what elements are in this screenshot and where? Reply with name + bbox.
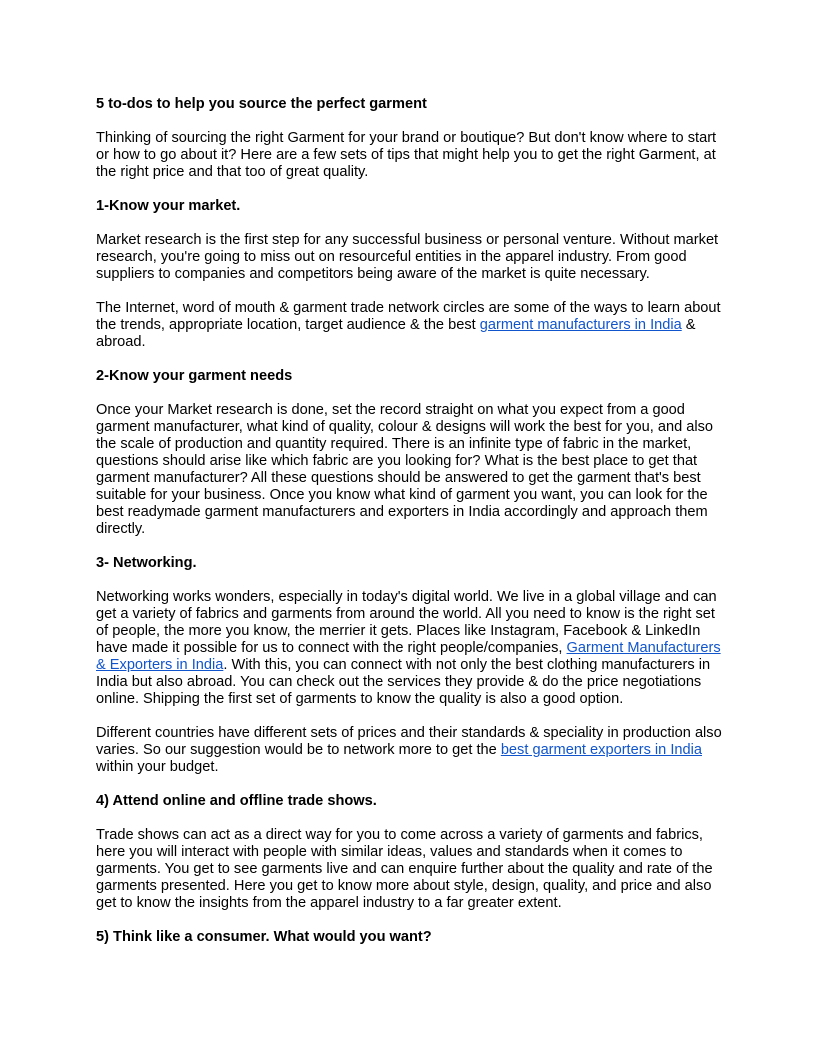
document-title: 5 to-dos to help you source the perfect garment [96,96,427,112]
section-3-paragraph-2 [96,725,726,776]
section-4-heading: 4) Attend online and offline trade shows. [96,793,377,809]
section-3-paragraph-2-text: Different countries have different sets of prices and their standards & speciality in production also varies. So our suggestion would be to network more to get the [96,725,722,758]
section-1-paragraph-2 [96,300,726,351]
section-1-heading: 1-Know your market. [96,198,241,214]
section-1-paragraph-2-text: The Internet, word of mouth & garment trade network circles are some of the ways to learn about the trends, appropriate location, target audience & the best [96,300,721,333]
section-3-paragraph-1-text: Networking works wonders, especially in today's digital world. We live in a global village and can get a variety of fabrics and garments from around the world. All you need to know is the right set of people, the more you know, the merrier it gets. Places like Instagram, Facebook & LinkedIn have made it possible for us to connect with the right people/companies, [96,589,717,656]
garment-manufacturers-exporters-link[interactable]: Garment Manufacturers & Exporters in India [96,640,721,673]
section-1-paragraph-2-tail: & abroad. [96,317,696,350]
section-4-paragraph-1: Trade shows can act as a direct way for you to come across a variety of garments and fabrics, here you will interact with people with similar ideas, values and standards when it comes to garments. You get to see garments live and can enquire further about the quality and rate of the garments presented. Here you get to know more about style, design, quality, and price and also get to know the insights from the apparel industry to a far greater extent. [96,827,713,911]
section-1-paragraph-1: Market research is the first step for any successful business or personal venture. Without market research, you're going to miss out on resourceful entities in the apparel industry. From good suppliers to companies and competitors being aware of the market is quite necessary. [96,232,719,282]
section-3-paragraph-2-tail: within your budget. [96,759,219,775]
section-5-heading: 5) Think like a consumer. What would you want? [96,929,432,945]
section-2-heading: 2-Know your garment needs [96,368,293,384]
best-garment-exporters-link[interactable]: best garment exporters in India [500,742,702,758]
document-page [96,96,726,963]
intro-paragraph: Thinking of sourcing the right Garment for your brand or boutique? But don't know where to start or how to go about it? Here are a few sets of tips that might help you to get the right Garment, at the right price and that too of great quality. [96,130,717,180]
section-2-paragraph-1: Once your Market research is done, set the record straight on what you expect from a good garment manufacturer, what kind of quality, colour & designs will work the best for you, and also the scale of production and quantity required. There is an infinite type of fabric in the market, questions should arise like which fabric are you looking for? What is the best place to get that garment manufacturer? All these questions should be answered to get the garment that's best suitable for your business. Once you know what kind of garment you want, you can look for the best readymade garment manufacturers and exporters in India accordingly and approach them directly. [96,402,714,537]
section-3-paragraph-1 [96,589,726,708]
garment-manufacturers-in-india-link[interactable]: garment manufacturers in India [479,317,682,333]
section-3-heading: 3- Networking. [96,555,197,571]
section-3-paragraph-1-tail: . With this, you can connect with not only the best clothing manufacturers in India but also abroad. You can check out the services they provide & do the price negotiations online. Shipping the first set of garments to know the quality is also a good option. [96,657,711,707]
